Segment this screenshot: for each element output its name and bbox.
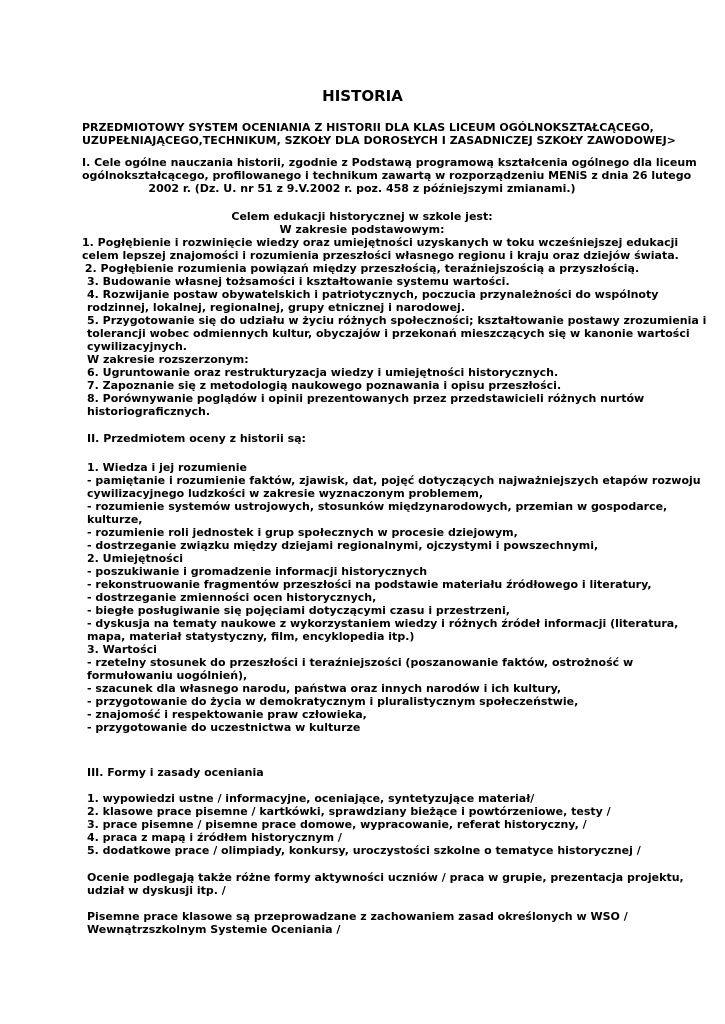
section-3-heading: III. Formy i zasady oceniania xyxy=(87,766,264,779)
goal-line: 2. Pogłębienie rozumienia powiązań między przeszłością, teraźniejszością a przyszłością. xyxy=(84,262,640,275)
list-line: 4. praca z mapą i źródłem historycznym / xyxy=(87,831,342,844)
goal-line: Celem edukacji historycznej w szkole jest: xyxy=(231,210,493,223)
goal-line: 4. Rozwijanie postaw obywatelskich i patriotycznych, poczucia przynależności do wspólnoty xyxy=(87,288,659,301)
goal-line: tolerancji wobec odmiennych kultur, obyczajów i przekonań mieszczących się w kanonie wartości xyxy=(87,327,690,340)
list-line: - dyskusja na tematy naukowe z wykorzystaniem wiedzy i różnych źródeł informacji (literatura, xyxy=(87,617,679,630)
paragraph-line: udział w dyskusji itp. / xyxy=(87,884,226,897)
goal-line: rodzinnej, lokalnej, regionalnej, grupy etnicznej i narodowej. xyxy=(87,301,465,314)
list-line: - pamiętanie i rozumienie faktów, zjawisk, dat, pojęć dotyczących najważniejszych etapów rozwoju xyxy=(87,474,701,487)
list-line: 2. klasowe prace pisemne / kartkówki, sprawdziany bieżące i powtórzeniowe, testy / xyxy=(87,805,611,818)
list-line: - przygotowanie do życia w demokratycznym i pluralistycznym społeczeństwie, xyxy=(87,695,579,708)
list-line: - rozumienie systemów ustrojowych, stosunków międzynarodowych, przemian w gospodarce, xyxy=(87,500,668,513)
goals-centered-block xyxy=(82,210,679,275)
subtitle-line: UZUPEŁNIAJĄCEGO,TECHNIKUM, SZKOŁY DLA DOROSŁYCH I ZASADNICZEJ SZKOŁY ZAWODOWEJ> xyxy=(82,134,676,147)
list-line: 3. prace pisemne / pisemne prace domowe, wypracowanie, referat historyczny, / xyxy=(87,818,587,831)
goal-line: 7. Zapoznanie się z metodologią naukowego poznawania i opisu przeszłości. xyxy=(87,379,562,392)
goal-line: 1. Pogłębienie i rozwinięcie wiedzy oraz umiejętności uzyskanych w toku wcześniejszej edukacji xyxy=(82,236,679,249)
paragraph-line: Ocenie podlegają także różne formy aktywności uczniów / praca w grupie, prezentacja projektu, xyxy=(87,871,684,884)
activity-paragraph xyxy=(87,871,684,897)
list-line: formułowaniu uogólnień), xyxy=(87,669,248,682)
section-1-heading xyxy=(82,156,697,195)
list-line: 1. Wiedza i jej rozumienie xyxy=(87,461,247,474)
goal-line: 6. Ugruntowanie oraz restrukturyzacja wiedzy i umiejętności historycznych. xyxy=(87,366,559,379)
goals-list xyxy=(87,275,707,418)
section-3-list xyxy=(87,792,647,857)
list-line: - dostrzeganie związku między dziejami regionalnymi, ojczystymi i powszechnymi, xyxy=(87,539,599,552)
goal-line: W zakresie rozszerzonym: xyxy=(87,353,249,366)
page-title: HISTORIA xyxy=(322,87,403,105)
written-work-paragraph xyxy=(87,910,647,936)
list-line: - rozumienie roli jednostek i grup społecznych w procesie dziejowym, xyxy=(87,526,518,539)
paragraph-line: Pisemne prace klasowe są przeprowadzane z zachowaniem zasad określonych w WSO / xyxy=(87,910,628,923)
section-2-list xyxy=(87,461,701,734)
goal-line: W zakresie podstawowym: xyxy=(279,223,445,236)
list-line: - przygotowanie do uczestnictwa w kulturze xyxy=(87,721,361,734)
goal-line: historiograficznych. xyxy=(87,405,211,418)
goal-line: 3. Budowanie własnej tożsamości i kształtowanie systemu wartości. xyxy=(87,275,510,288)
list-line: kulturze, xyxy=(87,513,143,526)
subtitle-line: PRZEDMIOTOWY SYSTEM OCENIANIA Z HISTORII DLA KLAS LICEUM OGÓLNOKSZTAŁCĄCEGO, xyxy=(82,121,654,134)
list-line: mapa, materiał statystyczny, film, encyklopedia itp.) xyxy=(87,630,415,643)
list-line: - rzetelny stosunek do przeszłości i teraźniejszości (poszanowanie faktów, ostrożność w xyxy=(87,656,634,669)
list-line: - znajomość i respektowanie praw człowieka, xyxy=(87,708,367,721)
list-line: cywilizacyjnego ludzkości w zakresie wyznaczonym problemem, xyxy=(87,487,484,500)
goal-line: 8. Porównywanie poglądów i opinii prezentowanych przez przedstawicieli różnych nurtów xyxy=(87,392,645,405)
list-line: 3. Wartości xyxy=(87,643,157,656)
paragraph-line: Wewnątrzszkolnym Systemie Oceniania / xyxy=(87,923,341,936)
list-line: 1. wypowiedzi ustne / informacyjne, oceniające, syntetyzujące materiał/ xyxy=(87,792,535,805)
list-line: - poszukiwanie i gromadzenie informacji historycznych xyxy=(87,565,428,578)
list-line: - biegłe posługiwanie się pojęciami dotyczącymi czasu i przestrzeni, xyxy=(87,604,510,617)
heading-line: ogólnokształcącego, profilowanego i technikum zawartą w rozporządzeniu MENiS z dnia 26 lutego xyxy=(82,169,692,182)
list-line: - rekonstruowanie fragmentów przeszłości na podstawie materiału źródłowego i literatury, xyxy=(87,578,652,591)
document-subtitle xyxy=(82,121,676,147)
list-line: 5. dodatkowe prace / olimpiady, konkursy, uroczystości szkolne o tematyce historycznej / xyxy=(87,844,641,857)
goal-line: cywilizacyjnych. xyxy=(87,340,187,353)
heading-line: 2002 r. (Dz. U. nr 51 z 9.V.2002 r. poz. 458 z późniejszymi zmianami.) xyxy=(148,182,576,195)
goal-line: celem lepszej znajomości i rozumienia przeszłości własnego regionu i kraju oraz dziejów świata. xyxy=(82,249,679,262)
list-line: - szacunek dla własnego narodu, państwa oraz innych narodów i ich kultury, xyxy=(87,682,562,695)
list-line: - dostrzeganie zmienności ocen historycznych, xyxy=(87,591,377,604)
heading-line: I. Cele ogólne nauczania historii, zgodnie z Podstawą programową kształcenia ogólnego dla liceum xyxy=(82,156,697,169)
goal-line: 5. Przygotowanie się do udziału w życiu różnych społeczności; kształtowanie postawy zrozumienia i xyxy=(87,314,707,327)
list-line: 2. Umiejętności xyxy=(87,552,184,565)
section-2-heading: II. Przedmiotem oceny z historii są: xyxy=(87,432,306,445)
